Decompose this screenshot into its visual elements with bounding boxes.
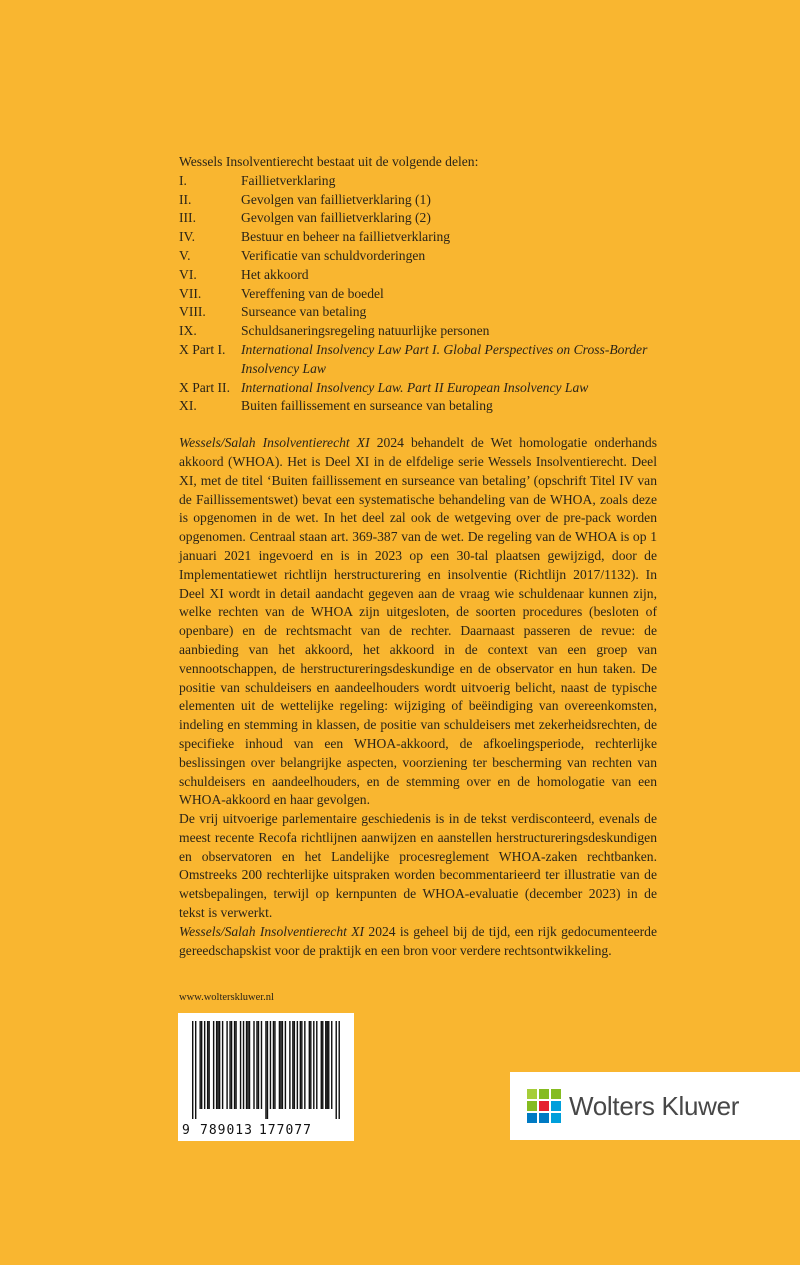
series-part-number: I. — [179, 172, 187, 188]
barcode-bar — [279, 1021, 280, 1109]
barcode-bar — [207, 1021, 208, 1109]
series-part-item — [179, 341, 657, 379]
barcode-digit-first: 9 — [182, 1123, 190, 1138]
series-part-item — [179, 191, 657, 210]
barcode-bar — [328, 1021, 329, 1109]
barcode-bar — [322, 1021, 323, 1109]
series-part-item — [179, 303, 657, 322]
series-part-title: Het akkoord — [241, 266, 309, 282]
description-paragraph-2: De vrij uitvoerige parlementaire geschiedenis is in de tekst verdisconteerd, evenals de meest recente Recofa richtlijnen aanwijzen en aanstellen herstructureringsdeskundigen en observatoren en het Landelijke procesreglement WHOA-zaken rechtbanken. Omstreeks 200 rechterlijke uitspraken worden becommentarieerd ter illustratie van de wetsbepalingen, terwijl op kernpunten de WHOA-evaluatie (december 2023) in de tekst is verwerkt. — [179, 811, 657, 921]
series-part-title: Verificatie van schuldvorderingen — [241, 247, 426, 263]
publisher-website[interactable]: www.wolterskluwer.nl — [179, 992, 274, 1003]
barcode-digit-group-2: 177077 — [258, 1123, 312, 1138]
barcode-bar — [289, 1021, 290, 1109]
barcode-bar — [240, 1021, 241, 1109]
barcode-bar — [235, 1021, 236, 1109]
series-part-title: International Insolvency Law. Part II European Insolvency Law — [241, 379, 589, 395]
barcode-digits — [182, 1123, 350, 1138]
barcode-bar — [300, 1021, 301, 1109]
barcode-bar — [313, 1021, 314, 1109]
barcode-bar — [294, 1021, 295, 1109]
barcode-bar — [310, 1021, 311, 1109]
series-part-number: II. — [179, 191, 192, 207]
barcode-bar — [226, 1021, 227, 1109]
barcode-bar — [201, 1021, 202, 1109]
barcode-digit-group-1: 789013 — [200, 1123, 253, 1138]
series-part-number: X Part II. — [179, 379, 230, 395]
barcode-bar — [258, 1021, 259, 1109]
series-part-item — [179, 247, 657, 266]
series-part-title: Buiten faillissement en surseance van betaling — [241, 398, 493, 414]
barcode-bar — [273, 1021, 274, 1109]
series-intro: Wessels Insolventierecht bestaat uit de volgende delen: — [179, 154, 479, 169]
series-part-title: Gevolgen van faillietverklaring (2) — [241, 210, 431, 226]
description-paragraph-1-body: 2024 behandelt de Wet homologatie onderhands akkoord (WHOA). Het is Deel XI in de elfdelige serie Wessels Insolventierecht. Deel XI, met de titel ‘Buiten faillissement en surseance van betaling’ (opschrift Titel IV van de Faillissementswet) bevat een systematische behandeling van de WHOA, zoals deze is opgenomen in de wet. In het deel zal ook de wetgeving over de pre-pack worden opgenomen. Centraal staan art. 369-387 van de wet. De regeling van de WHOA is op 1 januari 2021 ingevoerd en is in 2023 op een 30-tal plaatsen gewijzigd, door de Implementatiewet richtlijn herstructurering en insolventie (Richtlijn 2017/1132). In Deel XI wordt in detail aandacht gegeven aan de vraag wie schuldenaar kunnen zijn, welke rechten van de WHOA zijn uitgesloten, de soorten procedures (besloten of openbare) en de rechtsmacht van de rechter. Daarnaast passeren de revue: de aanbieding van het akkoord, het akkoord in de context van een groep van vennootschappen, de herstructureringsdeskundige en de observator en hun taken. De positie van schuldeisers en aandeelhouders wordt uitvoerig belicht, naast de typische elementen uit de wettelijke regeling: wijziging of beëindiging van overeenkomsten, indeling en stemming in klassen, de positie van schuldeisers met zekerheidsrechten, de specifieke inhoud van een WHOA-akkoord, de afkoelingsperiode, rechterlijke beslissingen over belangrijke aspecten, voorziening ter bescherming van rechten van schuldeisers en aandeelhouders, en de stemming over en de homologatie van een WHOA-akkoord en haar gevolgen. — [179, 435, 657, 808]
barcode-bar — [192, 1021, 193, 1119]
isbn-barcode — [178, 1013, 354, 1141]
series-part-item — [179, 209, 657, 228]
series-part-title: Schuldsaneringsregeling natuurlijke personen — [241, 323, 490, 339]
publisher-name: Wolters Kluwer — [569, 1091, 740, 1121]
barcode-bar — [304, 1021, 305, 1109]
series-part-number: III. — [179, 210, 196, 226]
barcode-bar — [217, 1021, 218, 1109]
barcode-bar — [261, 1021, 262, 1109]
barcode-bar — [229, 1021, 230, 1109]
barcode-bar — [316, 1021, 317, 1109]
barcode-bar — [265, 1021, 266, 1119]
barcode-bar — [213, 1021, 214, 1109]
series-part-title: Vereffening van de boedel — [241, 285, 384, 301]
book-title-italic: Wessels/Salah Insolventierecht XI — [179, 923, 365, 939]
book-title-italic: Wessels/Salah Insolventierecht XI — [179, 435, 370, 451]
series-part-title: International Insolvency Law Part I. Global Perspectives on Cross-Border Insolvency Law — [241, 341, 648, 376]
barcode-bar — [234, 1021, 235, 1109]
series-part-number: XI. — [179, 398, 197, 414]
description-paragraph-1 — [179, 434, 657, 810]
barcode-bars — [192, 1021, 340, 1119]
series-part-number: V. — [179, 247, 191, 263]
series-part-item — [179, 397, 657, 416]
barcode-bar — [280, 1021, 281, 1109]
barcode-bar — [222, 1021, 223, 1109]
series-part-title: Bestuur en beheer na faillietverklaring — [241, 229, 451, 245]
barcode-bar — [204, 1021, 205, 1109]
series-part-title: Faillietverklaring — [241, 172, 336, 188]
barcode-bar — [253, 1021, 254, 1109]
barcode-bar — [336, 1021, 337, 1119]
series-part-number: VIII. — [179, 304, 206, 320]
barcode-bar — [195, 1021, 196, 1119]
series-part-item — [179, 285, 657, 304]
wolters-kluwer-logo-icon — [527, 1089, 561, 1123]
barcode-bar — [231, 1021, 232, 1109]
barcode-bar — [216, 1021, 217, 1109]
barcode-bar — [274, 1021, 275, 1109]
barcode-bar — [321, 1021, 322, 1109]
barcode-bar — [292, 1021, 293, 1109]
series-part-number: IX. — [179, 323, 197, 339]
series-part-number: IV. — [179, 229, 195, 245]
series-part-item — [179, 266, 657, 285]
barcode-bar — [297, 1021, 298, 1109]
barcode-bar — [270, 1021, 271, 1109]
barcode-bar — [309, 1021, 310, 1109]
barcode-bar — [219, 1021, 220, 1109]
series-part-number: X Part I. — [179, 341, 226, 357]
barcode-bar — [256, 1021, 257, 1109]
barcode-bar — [301, 1021, 302, 1109]
barcode-bar — [327, 1021, 328, 1109]
barcode-bar — [339, 1021, 340, 1119]
series-part-title: Surseance van betaling — [241, 304, 367, 320]
series-part-item — [179, 172, 657, 191]
description-paragraph-3-body: 2024 is geheel bij de tijd, een rijk gedocumenteerde gereedschapskist voor de praktijk en een bron voor verdere rechtsontwikkeling. — [179, 923, 657, 958]
series-part-item — [179, 228, 657, 247]
barcode-bar — [208, 1021, 209, 1109]
series-part-item — [179, 322, 657, 341]
series-part-item — [179, 379, 657, 398]
barcode-bar — [267, 1021, 268, 1119]
barcode-bar — [246, 1021, 247, 1109]
series-parts-list — [179, 172, 657, 416]
barcode-bar — [243, 1021, 244, 1109]
series-part-number: VII. — [179, 285, 202, 301]
back-cover-text — [179, 153, 657, 960]
barcode-bar — [285, 1021, 286, 1109]
series-part-title: Gevolgen van faillietverklaring (1) — [241, 191, 431, 207]
description-paragraph-3 — [179, 923, 657, 961]
barcode-bar — [325, 1021, 326, 1109]
barcode-bar — [282, 1021, 283, 1109]
barcode-bar — [249, 1021, 250, 1109]
barcode-bar — [199, 1021, 200, 1109]
series-part-number: VI. — [179, 266, 197, 282]
publisher-logo-box — [510, 1072, 800, 1140]
barcode-bar — [247, 1021, 248, 1109]
barcode-bar — [331, 1021, 332, 1109]
